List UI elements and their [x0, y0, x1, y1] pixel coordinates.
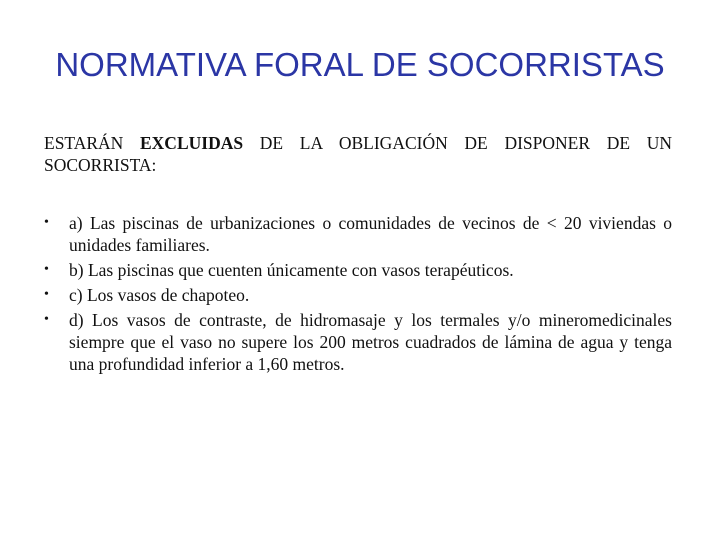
list-item — [44, 212, 672, 256]
intro-text-before: ESTARÁN — [44, 133, 140, 153]
list-item-text: c) Los vasos de chapoteo. — [69, 285, 250, 305]
slide-title: NORMATIVA FORAL DE SOCORRISTAS — [55, 46, 665, 83]
bullet-icon: • — [44, 312, 49, 327]
bullet-icon: • — [44, 287, 49, 302]
bullet-icon: • — [44, 262, 49, 277]
list-item-text: a) Las piscinas de urbanizaciones o comunidades de vecinos de < 20 viviendas o unidades familiares. — [69, 213, 672, 255]
intro-paragraph — [44, 132, 672, 176]
list-item-text: d) Los vasos de contraste, de hidromasaje y los termales y/o mineromedicinales siempre que el vaso no supere los 200 metros cuadrados de lámina de agua y tenga una profundidad inferior a 1,60 metros. — [69, 310, 672, 374]
intro-emphasis: EXCLUIDAS — [140, 133, 244, 153]
list-item — [44, 259, 672, 281]
list-item — [44, 309, 672, 375]
bullet-list — [44, 212, 672, 378]
intro-text-after: DE LA OBLIGACIÓN DE DISPONER DE UN SOCORRISTA: — [44, 133, 673, 175]
list-item-text: b) Las piscinas que cuenten únicamente con vasos terapéuticos. — [69, 260, 514, 280]
bullet-icon: • — [44, 215, 49, 230]
list-item — [44, 284, 672, 306]
